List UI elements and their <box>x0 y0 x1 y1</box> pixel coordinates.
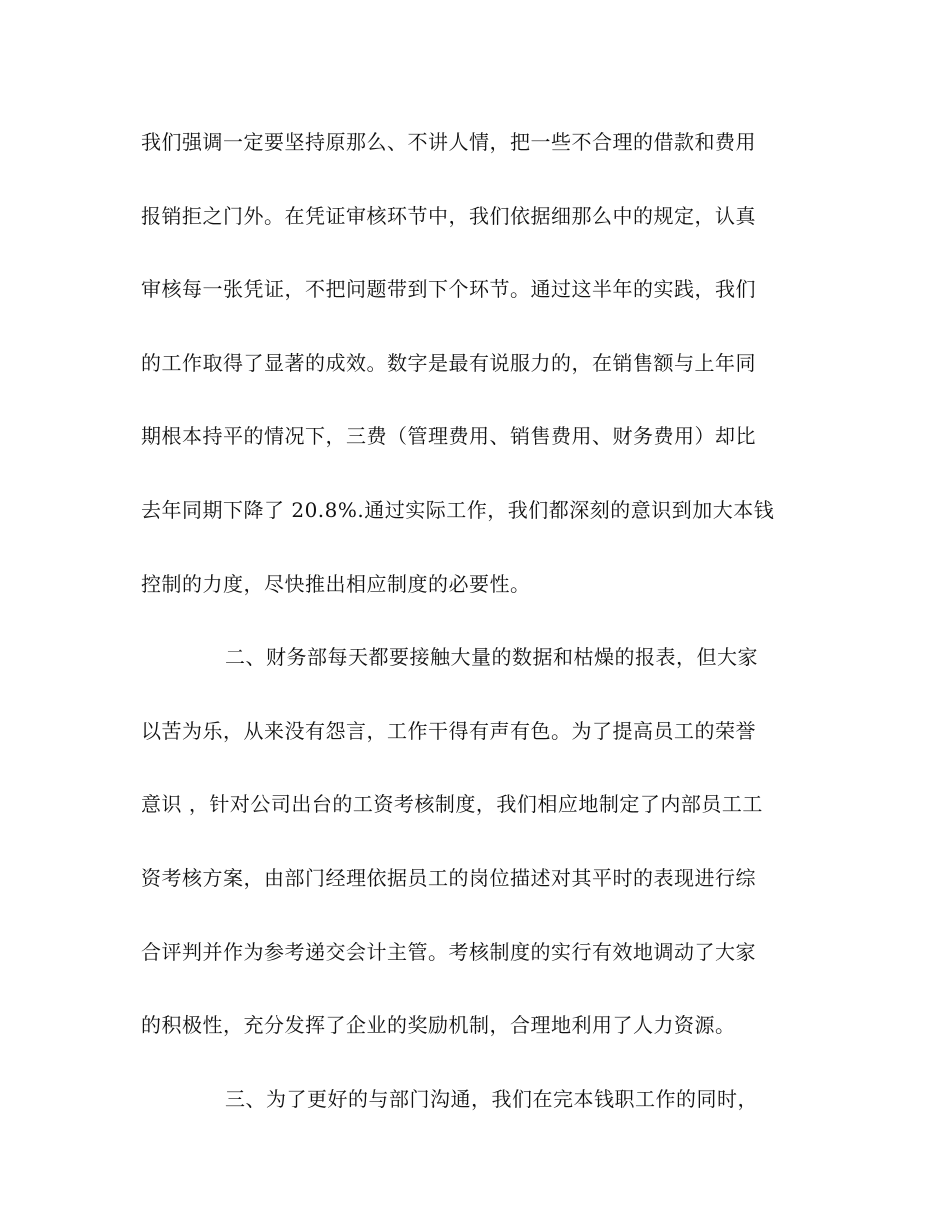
text-line: 控制的力度，尽快推出相应制度的必要性。 <box>141 571 531 596</box>
text-line: 的工作取得了显著的成效。数字是最有说服力的，在销售额与上年同 <box>141 350 756 375</box>
text-line: 我们强调一定要坚持原那么、不讲人情，把一些不合理的借款和费用 <box>141 130 756 154</box>
text-line: 资考核方案，由部门经理依据员工的岗位描述对其平时的表现进行综 <box>141 865 756 890</box>
document-body <box>141 118 801 1148</box>
text-line: 期根本持平的情况下，三费（管理费用、销售费用、财务费用）却比 <box>141 424 756 449</box>
text-line: 报销拒之门外。在凭证审核环节中，我们依据细那么中的规定，认真 <box>141 203 756 228</box>
text-line: 去年同期下降了 20.8%.通过实际工作，我们都深刻的意识到加大本钱 <box>141 497 775 522</box>
text-line: 合评判并作为参考递交会计主管。考核制度的实行有效地调动了大家 <box>141 939 756 964</box>
text-line: 审核每一张凭证，不把问题带到下个环节。通过这半年的实践，我们 <box>141 277 756 302</box>
text-line: 意识 ，针对公司出台的工资考核制度，我们相应地制定了内部员工工 <box>141 792 763 817</box>
paragraph-three-first-line: 三、为了更好的与部门沟通，我们在完本钱职工作的同时， <box>225 1086 758 1111</box>
text-line: 的积极性，充分发挥了企业的奖励机制，合理地利用了人力资源。 <box>141 1013 736 1038</box>
text-line: 以苦为乐，从来没有怨言，工作干得有声有色。为了提高员工的荣誉 <box>141 718 756 743</box>
paragraph-two-first-line: 二、财务部每天都要接触大量的数据和枯燥的报表，但大家 <box>225 645 758 670</box>
